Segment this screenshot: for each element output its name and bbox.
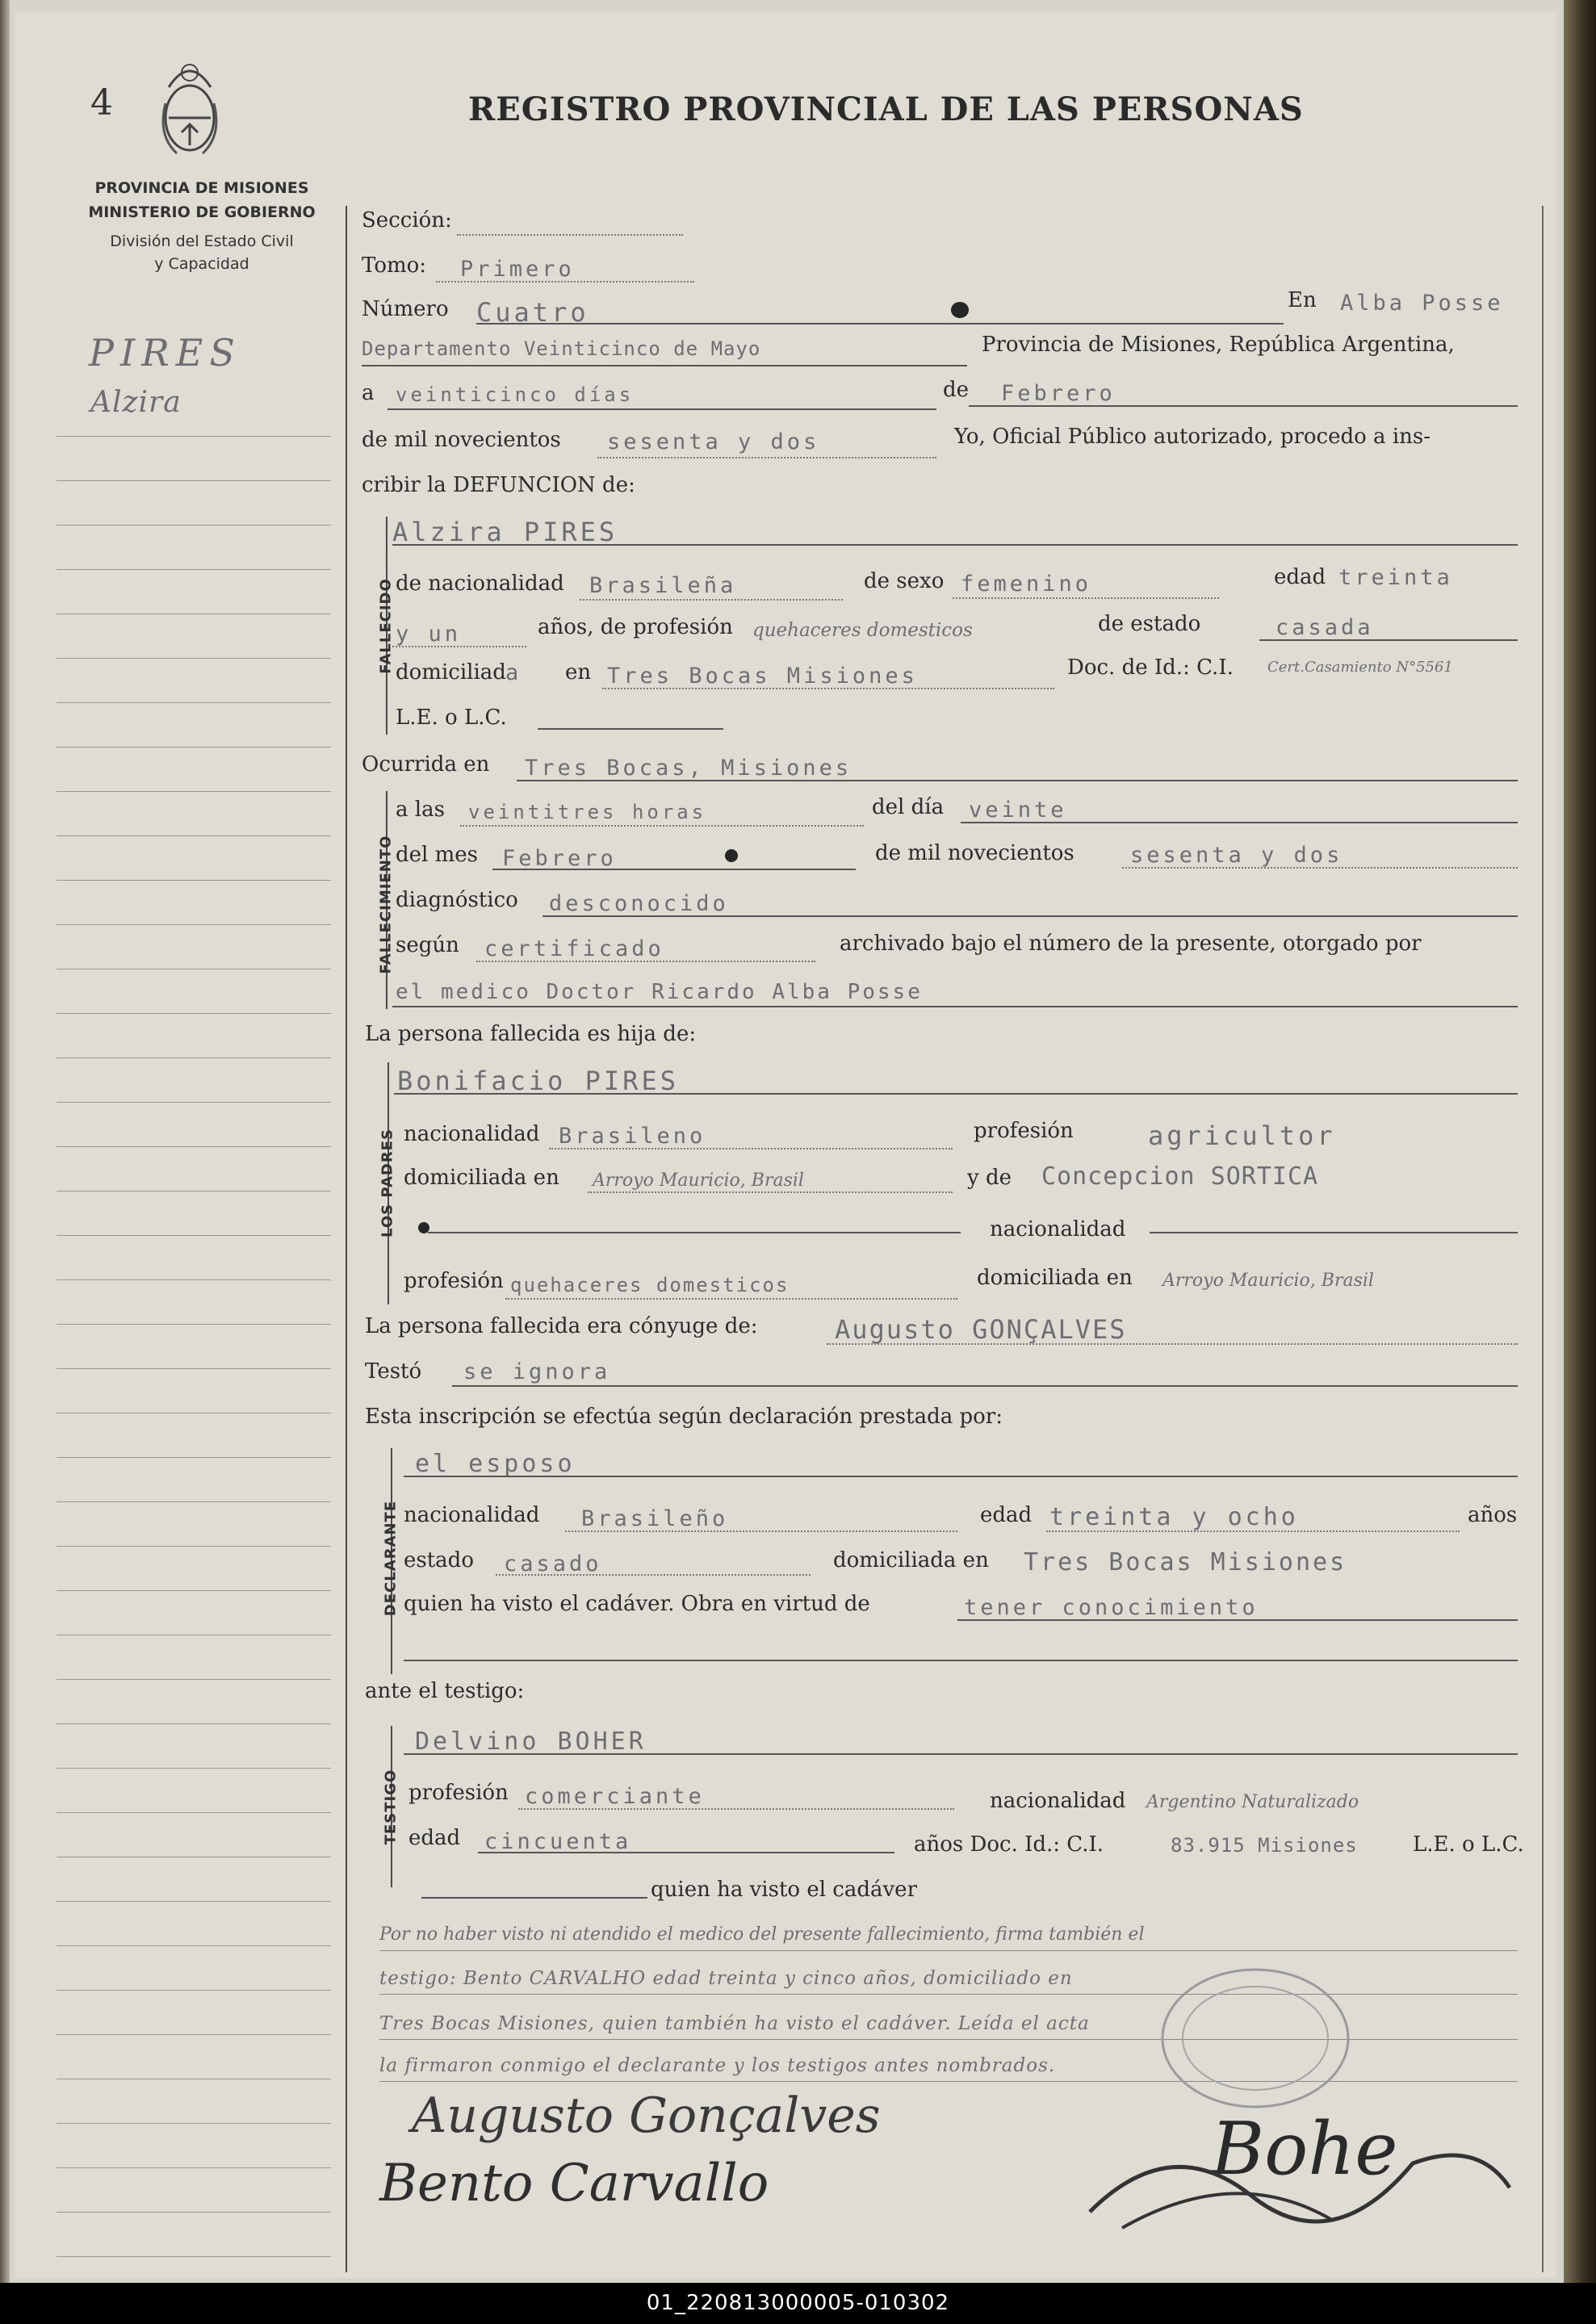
declarante-domicilio-value: Tres Bocas Misiones: [1024, 1548, 1347, 1577]
domicilio-en-label: en: [565, 660, 592, 685]
margin-ledger-line: [57, 1590, 331, 1591]
fallecimiento-anio-value: sesenta y dos: [1130, 843, 1343, 868]
tomo-label: Tomo:: [362, 253, 427, 278]
testigo-nombre: Delvino BOHER: [415, 1727, 647, 1756]
hora-field: [460, 825, 864, 827]
testigo-nacionalidad-label: nacionalidad: [990, 1789, 1126, 1813]
conyuge-field: [827, 1343, 1518, 1345]
testigo-profesion-field: [518, 1808, 954, 1810]
division-label-2: y Capacidad: [154, 255, 249, 273]
testigo-section-label: TESTIGO: [382, 1769, 400, 1845]
ocurrida-value: Tres Bocas, Misiones: [525, 756, 852, 781]
margin-ledger-line: [57, 2034, 331, 2035]
domiciliado-suffix: a: [505, 660, 522, 685]
anios-profesion-label: años, de profesión: [538, 615, 733, 639]
edad-value: treinta: [1338, 565, 1453, 590]
padre-nombre: Bonifacio PIRES: [397, 1066, 679, 1096]
province-label: PROVINCIA DE MISIONES: [94, 179, 309, 197]
provincia-label: Provincia de Misiones, República Argentina,: [982, 333, 1455, 357]
domicilio-value: Tres Bocas Misiones: [607, 664, 918, 689]
diagnostico-label: diagnóstico: [396, 888, 518, 912]
dia-field: [961, 822, 1518, 823]
declarante-edad-field: [1046, 1530, 1460, 1532]
margin-ledger-line: [57, 924, 331, 925]
testo-label: Testó: [365, 1359, 422, 1384]
fallecimiento-section-label: FALLECIMIENTO: [377, 835, 395, 974]
signature-augusto: Augusto Gonçalves: [412, 2087, 881, 2144]
seccion-label: Sección:: [362, 208, 452, 232]
fallecimiento-anio-field: [1122, 867, 1518, 869]
margin-ledger-line: [57, 1546, 331, 1547]
coat-of-arms-emblem: [157, 55, 222, 168]
a-label: a: [362, 381, 375, 405]
obra-value: tener conocimiento: [964, 1595, 1259, 1620]
page-number: 4: [90, 82, 113, 124]
ocurrida-label: Ocurrida en: [362, 752, 490, 777]
margin-ledger-line: [57, 436, 331, 437]
declarante-nacionalidad-value: Brasileño: [581, 1506, 729, 1531]
en-value: Alba Posse: [1340, 291, 1504, 316]
nota-rule-1: [379, 1950, 1518, 1951]
edad-cont-field: [392, 646, 526, 647]
declarante-section-label: DECLARANTE: [382, 1500, 400, 1617]
declarante-edad-value: treinta y ocho: [1049, 1503, 1299, 1531]
margin-ledger-line: [57, 480, 331, 481]
declarante-nacionalidad-field: [565, 1530, 957, 1532]
padre-nacionalidad-field: [549, 1148, 953, 1149]
domiciliado-label: domiciliad: [396, 660, 506, 685]
testo-value: se ignora: [463, 1359, 611, 1384]
hora-value: veintitres horas: [468, 801, 707, 823]
segun-field: [476, 961, 815, 962]
fallecimiento-anio-label: de mil novecientos: [875, 841, 1074, 865]
profesion-value: quehaceres domesticos: [752, 620, 973, 641]
sexo-field: [953, 597, 1219, 599]
right-divider: [1542, 206, 1544, 2272]
testigo-edad-value: cincuenta: [484, 1829, 632, 1854]
margin-ledger-line: [57, 791, 331, 792]
declarante-extra-field: [404, 1660, 1518, 1661]
margin-ledger-line: [57, 525, 331, 526]
nota-line-1: Por no haber visto ni atendido el medico del presente fallecimiento, firma también el: [379, 1924, 1145, 1945]
mes-value: Febrero: [1001, 381, 1116, 406]
departamento-value: Departamento Veinticinco de Mayo: [362, 337, 761, 360]
testigo-visto-label: quien ha visto el cadáver: [651, 1878, 918, 1902]
estado-field: [1259, 639, 1518, 641]
medico-field: [392, 1006, 1518, 1007]
inscribir-text: cribir la DEFUNCION de:: [362, 473, 635, 497]
declarante-field: [404, 1476, 1518, 1477]
doc-label: Doc. de Id.: C.I.: [1067, 655, 1234, 680]
signature-flourish: [1074, 2115, 1526, 2244]
padre-domicilio-field: [588, 1191, 953, 1193]
padre-domiciliada-label: domiciliada en: [404, 1166, 559, 1190]
margin-ledger-line: [57, 1679, 331, 1680]
madre-profesion-value: quehaceres domesticos: [510, 1274, 790, 1296]
le-lc-label: L.E. o L.C.: [396, 706, 507, 730]
margin-ledger-line: [57, 613, 331, 614]
domicilio-field: [602, 688, 1054, 689]
sexo-value: femenino: [961, 572, 1092, 597]
testigo-visto-field: [421, 1897, 647, 1899]
testigo-intro: ante el testigo:: [365, 1679, 525, 1703]
margin-ledger-line: [57, 1102, 331, 1103]
edad-label: edad: [1274, 565, 1326, 589]
padre-field: [394, 1093, 1518, 1095]
nacionalidad-field: [580, 599, 843, 601]
margin-given-name: Alzira: [90, 386, 182, 419]
testigo-profesion-value: comerciante: [525, 1784, 705, 1809]
signature-boher: Bohe: [1211, 2107, 1398, 2192]
madre-nacionalidad-field: [428, 1232, 961, 1233]
padre-domicilio-value: Arroyo Mauricio, Brasil: [593, 1170, 804, 1191]
margin-ledger-line: [57, 1457, 331, 1458]
dia-label: del día: [872, 795, 945, 819]
nacionalidad-value: Brasileña: [589, 573, 737, 598]
declarante-anios-label: años: [1468, 1503, 1518, 1527]
testigo-edad-field: [478, 1852, 894, 1853]
declarante-estado-value: casado: [504, 1551, 602, 1577]
margin-ledger-line: [57, 1990, 331, 1991]
margin-ledger-line: [57, 1945, 331, 1946]
testigo-doc-label: años Doc. Id.: C.I.: [914, 1832, 1104, 1857]
declarante-domiciliada-label: domiciliada en: [833, 1548, 989, 1572]
margin-ledger-line: [57, 658, 331, 659]
margin-ledger-line: [57, 1279, 331, 1280]
padres-intro: La persona fallecida es hija de:: [365, 1022, 697, 1046]
margin-ledger-line: [57, 1146, 331, 1147]
file-id-caption: 01_220813000005-010302: [0, 2283, 1596, 2324]
testigo-le-lc-label: L.E. o L.C.: [1413, 1832, 1524, 1857]
padres-section-label: LOS PADRES: [379, 1129, 396, 1237]
estado-label: de estado: [1098, 612, 1201, 636]
madre-profesion-label: profesión: [404, 1269, 504, 1293]
nota-line-4: la firmaron conmigo el declarante y los testigos antes nombrados.: [379, 2055, 1056, 2076]
mes-field: [969, 405, 1518, 407]
madre-domicilio-label: domiciliada en: [977, 1266, 1133, 1290]
seccion-field: [457, 234, 683, 236]
nota-line-3: Tres Bocas Misiones, quien también ha visto el cadáver. Leída el acta: [379, 2013, 1090, 2034]
margin-ledger-line: [57, 1324, 331, 1325]
anio-field: [597, 457, 936, 459]
obra-field: [957, 1619, 1518, 1621]
madre-nacionalidad-value-field: [1150, 1232, 1518, 1233]
fallecimiento-mes-value: Febrero: [502, 846, 617, 871]
testigo-doc-value: 83.915 Misiones: [1171, 1834, 1358, 1857]
margin-surname: PIRES: [89, 331, 241, 375]
margin-divider: [346, 206, 347, 2272]
madre-nacionalidad-label: nacionalidad: [990, 1217, 1126, 1242]
ink-blot: [725, 849, 738, 862]
numero-value: Cuatro: [476, 297, 589, 328]
margin-ledger-line: [57, 1901, 331, 1902]
madre-nombre: Concepcion SORTICA: [1041, 1162, 1319, 1191]
fecha-dias-value: veinticinco días: [396, 383, 635, 406]
margin-ledger-line: [57, 880, 331, 881]
declarante-edad-label: edad: [980, 1503, 1033, 1527]
diagnostico-value: desconocido: [549, 891, 729, 916]
fecha-field: [387, 408, 936, 410]
tomo-field: [436, 281, 694, 283]
page-left-edge: [0, 0, 10, 2283]
diagnostico-field: [542, 915, 1518, 917]
ink-blot: [951, 302, 969, 318]
declarante-nombre: el esposo: [415, 1450, 576, 1478]
madre-domicilio-value: Arroyo Mauricio, Brasil: [1162, 1271, 1374, 1291]
ocurrida-field: [517, 780, 1518, 781]
nota-line-2: testigo: Bento CARVALHO edad treinta y cinco años, domiciliado en: [379, 1968, 1073, 1989]
anio-label: de mil novecientos: [362, 428, 561, 452]
segun-value: certificado: [484, 936, 664, 961]
le-lc-field: [538, 728, 723, 730]
padre-nacionalidad-value: Brasileno: [559, 1124, 706, 1149]
margin-ledger-line: [57, 1013, 331, 1014]
departamento-field: [362, 365, 967, 366]
division-label-1: División del Estado Civil: [110, 232, 294, 250]
fallecido-section-label: FALLECIDO: [377, 578, 395, 674]
padre-nacionalidad-label: nacionalidad: [404, 1122, 540, 1146]
numero-field: [476, 323, 1284, 325]
testigo-profesion-label: profesión: [408, 1781, 509, 1805]
seal-stamp: [1154, 1962, 1356, 2115]
testo-field: [452, 1385, 1518, 1387]
margin-ledger-line: [57, 2256, 331, 2257]
padre-profesion-label: profesión: [974, 1119, 1074, 1143]
declarante-estado-label: estado: [404, 1548, 474, 1572]
medico-value: el medico Doctor Ricardo Alba Posse: [396, 980, 923, 1004]
padre-profesion-value: agricultor: [1148, 1120, 1336, 1151]
margin-ledger-line: [57, 835, 331, 836]
en-label: En: [1288, 288, 1317, 312]
estado-value: casada: [1276, 615, 1374, 640]
testigo-nombre-field: [404, 1753, 1518, 1755]
margin-ledger-line: [57, 1812, 331, 1813]
tomo-value: Primero: [460, 257, 575, 282]
margin-ledger-line: [57, 1057, 331, 1058]
testigo-edad-label: edad: [408, 1826, 461, 1850]
margin-ledger-line: [57, 702, 331, 703]
signature-bento: Bento Carvallo: [379, 2154, 769, 2213]
de-label: de: [943, 378, 970, 402]
margin-ledger-line: [57, 1368, 331, 1369]
testigo-nacionalidad-value: Argentino Naturalizado: [1146, 1792, 1359, 1812]
margin-ledger-line: [57, 1235, 331, 1236]
conyuge-label: La persona fallecida era cónyuge de:: [365, 1314, 758, 1338]
ministry-label: MINISTERIO DE GOBIERNO: [88, 203, 316, 221]
madre-profesion-field: [505, 1298, 957, 1300]
fallecido-nombre-field: [392, 544, 1518, 546]
doc-value: Cert.Casamiento N°5561: [1267, 659, 1453, 676]
nacionalidad-label: de nacionalidad: [396, 572, 564, 596]
page-title: REGISTRO PROVINCIAL DE LAS PERSONAS: [468, 90, 1304, 128]
declarante-nacionalidad-label: nacionalidad: [404, 1503, 540, 1527]
anio-value: sesenta y dos: [607, 429, 820, 454]
dia-value: veinte: [969, 798, 1067, 823]
margin-ledger-line: [57, 2123, 331, 2124]
declarante-intro: Esta inscripción se efectúa según declaración prestada por:: [365, 1405, 1003, 1429]
oficial-text: Yo, Oficial Público autorizado, procedo a ins-: [954, 425, 1431, 449]
numero-label: Número: [362, 297, 449, 321]
declarante-estado-field: [496, 1574, 811, 1576]
book-binding: [1564, 0, 1596, 2283]
mes-field-2: [492, 869, 856, 870]
margin-ledger-line: [57, 1768, 331, 1769]
margin-ledger-line: [57, 2212, 331, 2213]
margin-ledger-line: [57, 1723, 331, 1724]
sexo-label: de sexo: [864, 569, 945, 593]
archivado-text: archivado bajo el número de la presente, otorgado por: [840, 932, 1422, 956]
del-mes-label: del mes: [396, 843, 478, 867]
margin-ledger-line: [57, 1501, 331, 1502]
segun-label: según: [396, 933, 459, 957]
margin-ledger-line: [57, 569, 331, 570]
fallecido-nombre: Alzira PIRES: [392, 517, 618, 547]
obra-label: quien ha visto el cadáver. Obra en virtud de: [404, 1592, 870, 1616]
y-de-label: y de: [967, 1166, 1012, 1190]
edad-cont-value: y un: [396, 622, 462, 647]
a-las-label: a las: [396, 798, 445, 822]
margin-ledger-line: [57, 2167, 331, 2168]
conyuge-nombre: Augusto GONÇALVES: [835, 1314, 1127, 1345]
